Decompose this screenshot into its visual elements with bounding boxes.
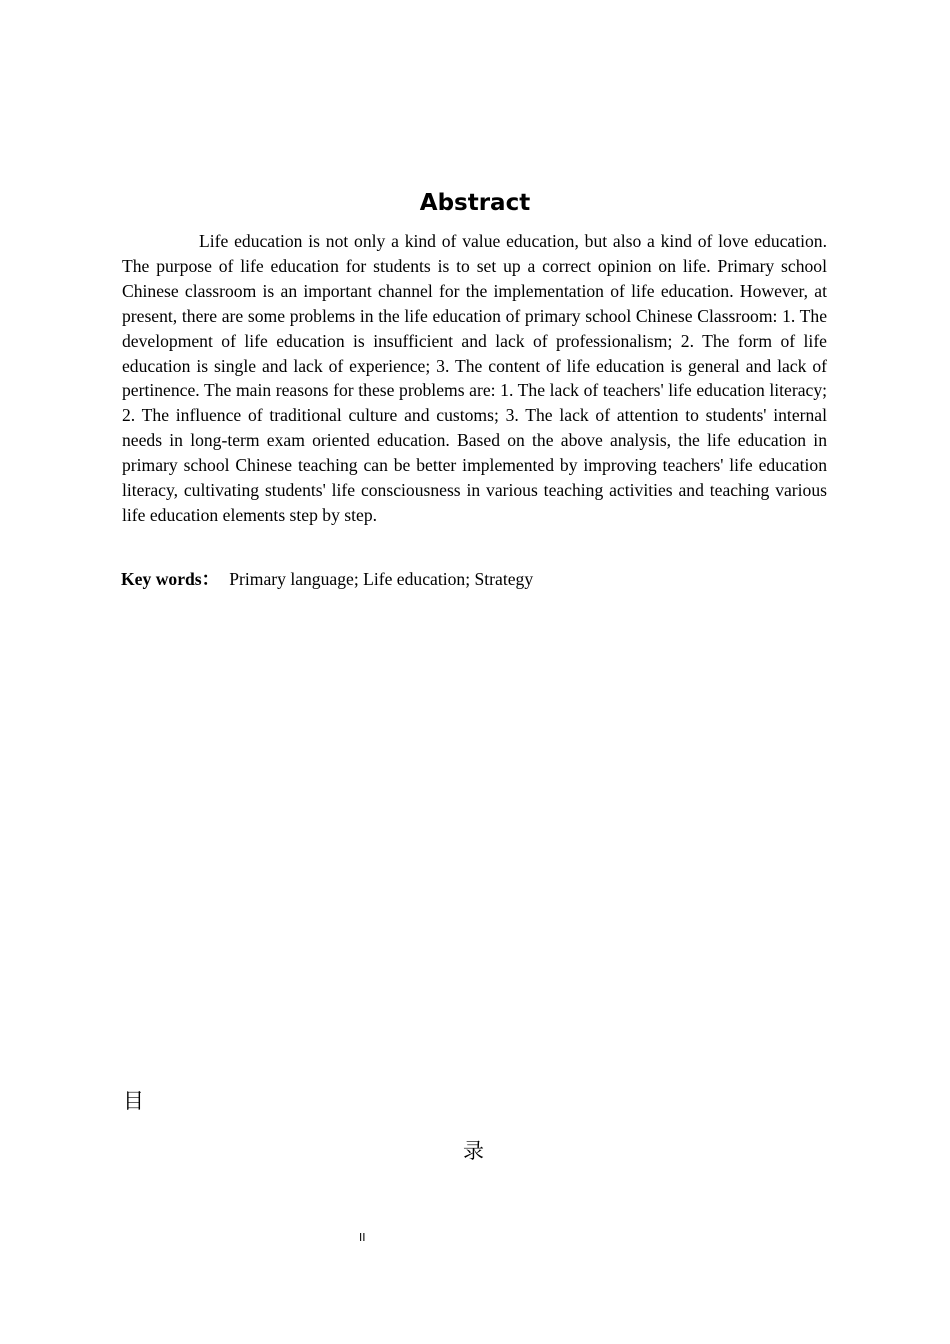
abstract-title: Abstract xyxy=(419,190,531,216)
toc-heading-char-2: 录 xyxy=(463,1139,484,1163)
keywords-value: Primary language; Life education; Strategy xyxy=(229,569,534,589)
abstract-body: Life education is not only a kind of value education, but also a kind of love education. The purpose of life education for students is to set up a correct opinion on life. Primary school Chinese classroom is an important channel for the implementation of life education. However, at present, there are some problems in the life education of primary school Chinese Classroom: 1. The development of life education is insufficient and lack of professionalism; 2. The form of life education is single and lack of experience; 3. The content of life education is general and lack of pertinence. The main reasons for these problems are: 1. The lack of teachers' life education literacy; 2. The influence of traditional culture and customs; 3. The lack of attention to students' internal needs in long-term exam oriented education. Based on the above analysis, the life education in primary school Chinese teaching can be better implemented by improving teachers' life education literacy, cultivating students' life consciousness in various teaching activities and teaching various life education elements step by step. xyxy=(122,231,827,525)
page-number: II xyxy=(359,1231,366,1244)
toc-heading-char-1: 目 xyxy=(123,1089,144,1113)
keywords-label: Key words： xyxy=(121,569,220,589)
keywords-line xyxy=(121,567,826,591)
